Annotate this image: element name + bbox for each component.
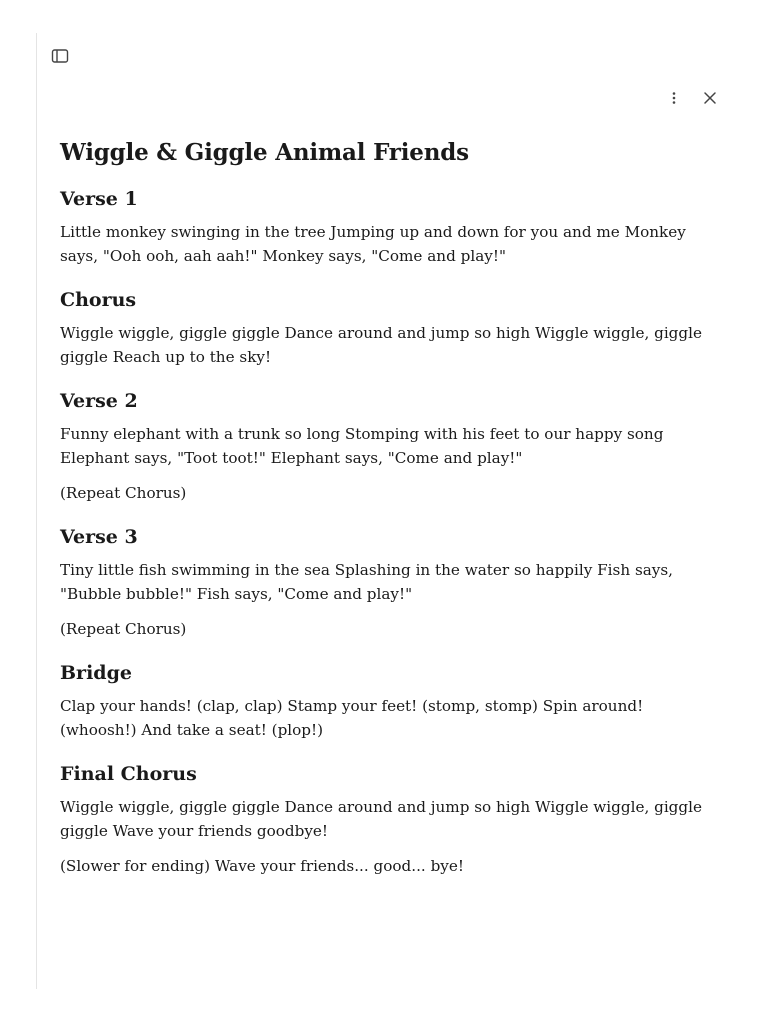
lyric-paragraph: Wiggle wiggle, giggle giggle Dance around and jump so high Wiggle wiggle, giggle giggle Wave your friends goodbye! (60, 798, 702, 840)
section-heading: Chorus (60, 289, 137, 311)
sidebar-toggle-button[interactable] (50, 46, 70, 66)
lyric-paragraph: Little monkey swinging in the tree Jumping up and down for you and me Monkey says, "Ooh ooh, aah aah!" Monkey says, "Come and play!" (60, 223, 686, 265)
more-options-button[interactable] (664, 88, 684, 108)
document-content (60, 138, 720, 897)
section-final-chorus (60, 761, 720, 878)
lyric-paragraph: Funny elephant with a trunk so long Stomping with his feet to our happy song Elephant says, "Toot toot!" Elephant says, "Come and play!" (60, 425, 664, 467)
section-chorus (60, 287, 720, 369)
section-heading: Verse 2 (60, 390, 138, 412)
section-heading: Verse 3 (60, 526, 138, 548)
close-icon (702, 90, 718, 106)
more-vertical-icon (666, 90, 682, 106)
document-title: Wiggle & Giggle Animal Friends (60, 139, 469, 166)
panel-divider (36, 33, 37, 989)
sidebar-toggle-icon (51, 48, 69, 64)
lyric-paragraph: Clap your hands! (clap, clap) Stamp your feet! (stomp, stomp) Spin around! (whoosh!) And take a seat! (plop!) (60, 697, 644, 739)
section-heading: Bridge (60, 662, 132, 684)
lyric-note: (Repeat Chorus) (60, 620, 187, 638)
lyric-paragraph: Wiggle wiggle, giggle giggle Dance around and jump so high Wiggle wiggle, giggle giggle Reach up to the sky! (60, 324, 702, 366)
section-verse-2 (60, 388, 720, 505)
lyric-paragraph: Tiny little fish swimming in the sea Splashing in the water so happily Fish says, "Bubble bubble!" Fish says, "Come and play!" (60, 561, 673, 603)
close-button[interactable] (700, 88, 720, 108)
lyric-note: (Slower for ending) Wave your friends... good... bye! (60, 857, 464, 875)
section-heading: Final Chorus (60, 763, 197, 785)
section-verse-3 (60, 524, 720, 641)
document-actions (664, 88, 720, 108)
section-verse-1 (60, 186, 720, 268)
section-bridge (60, 660, 720, 742)
section-heading: Verse 1 (60, 188, 138, 210)
lyric-note: (Repeat Chorus) (60, 484, 187, 502)
